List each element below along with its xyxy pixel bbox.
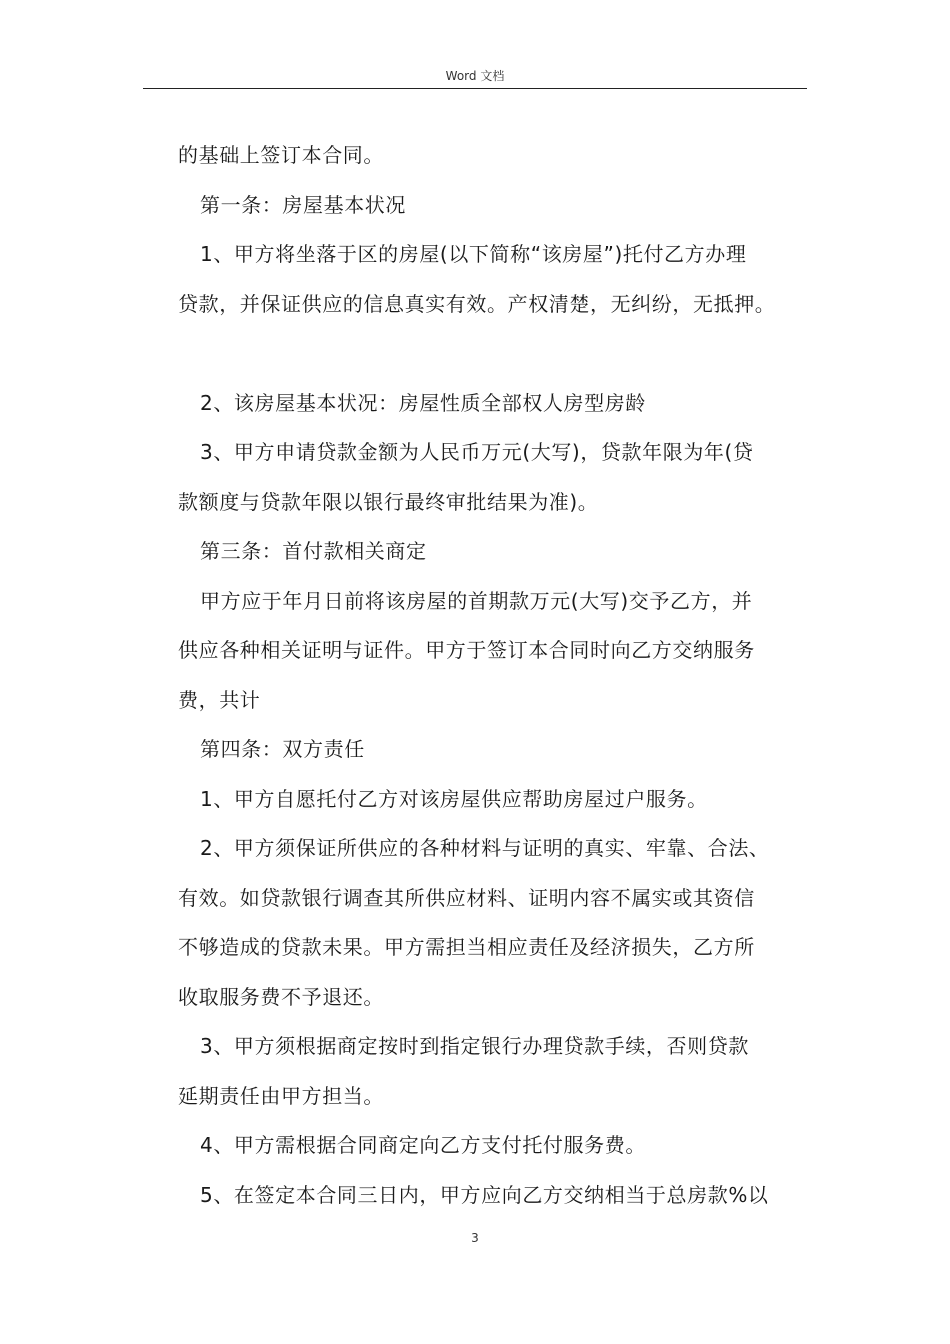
paragraph-line: 3、甲方须根据商定按时到指定银行办理贷款手续，否则贷款 xyxy=(200,1034,749,1058)
paragraph-line: 2、甲方须保证所供应的各种材料与证明的真实、牢靠、合法、 xyxy=(200,836,770,860)
paragraph-line: 2、该房屋基本状况：房屋性质全部权人房型房龄 xyxy=(200,390,646,415)
paragraph-line: 1、甲方将坐落于区的房屋(以下简称“该房屋”)托付乙方办理 xyxy=(200,242,747,266)
blank-line xyxy=(178,329,818,379)
paragraph-line: 供应各种相关证明与证件。甲方于签订本合同时向乙方交纳服务 xyxy=(178,638,755,662)
paragraph-line: 款额度与贷款年限以银行最终审批结果为准)。 xyxy=(178,489,599,514)
page-number: 3 xyxy=(471,1231,479,1245)
paragraph-line: 第三条：首付款相关商定 xyxy=(200,539,427,563)
paragraph-line: 5、在签定本合同三日内，甲方应向乙方交纳相当于总房款%以 xyxy=(200,1182,769,1207)
paragraph-line: 4、甲方需根据合同商定向乙方支付托付服务费。 xyxy=(200,1133,646,1157)
paragraph-line: 贷款，并保证供应的信息真实有效。产权清楚，无纠纷，无抵押。 xyxy=(178,291,776,316)
paragraph-line: 第一条：房屋基本状况 xyxy=(200,192,406,217)
paragraph-line: 有效。如贷款银行调查其所供应材料、证明内容不属实或其资信 xyxy=(178,885,755,910)
paragraph-line: 收取服务费不予退还。 xyxy=(178,984,384,1009)
page-header xyxy=(143,66,807,89)
paragraph-line: 不够造成的贷款未果。甲方需担当相应责任及经济损失，乙方所 xyxy=(178,935,755,959)
paragraph-line: 3、甲方申请贷款金额为人民币万元(大写)，贷款年限为年(贷 xyxy=(200,440,754,464)
header-title: Word 文档 xyxy=(445,69,505,83)
paragraph-line: 的基础上签订本合同。 xyxy=(178,143,384,167)
paragraph-line: 延期责任由甲方担当。 xyxy=(178,1083,384,1108)
document-body xyxy=(178,131,818,1220)
paragraph-line: 甲方应于年月日前将该房屋的首期款万元(大写)交予乙方，并 xyxy=(200,588,753,613)
paragraph-line: 费，共计 xyxy=(178,687,261,712)
paragraph-line: 1、甲方自愿托付乙方对该房屋供应帮助房屋过户服务。 xyxy=(200,786,708,811)
paragraph-line: 第四条：双方责任 xyxy=(200,737,365,761)
